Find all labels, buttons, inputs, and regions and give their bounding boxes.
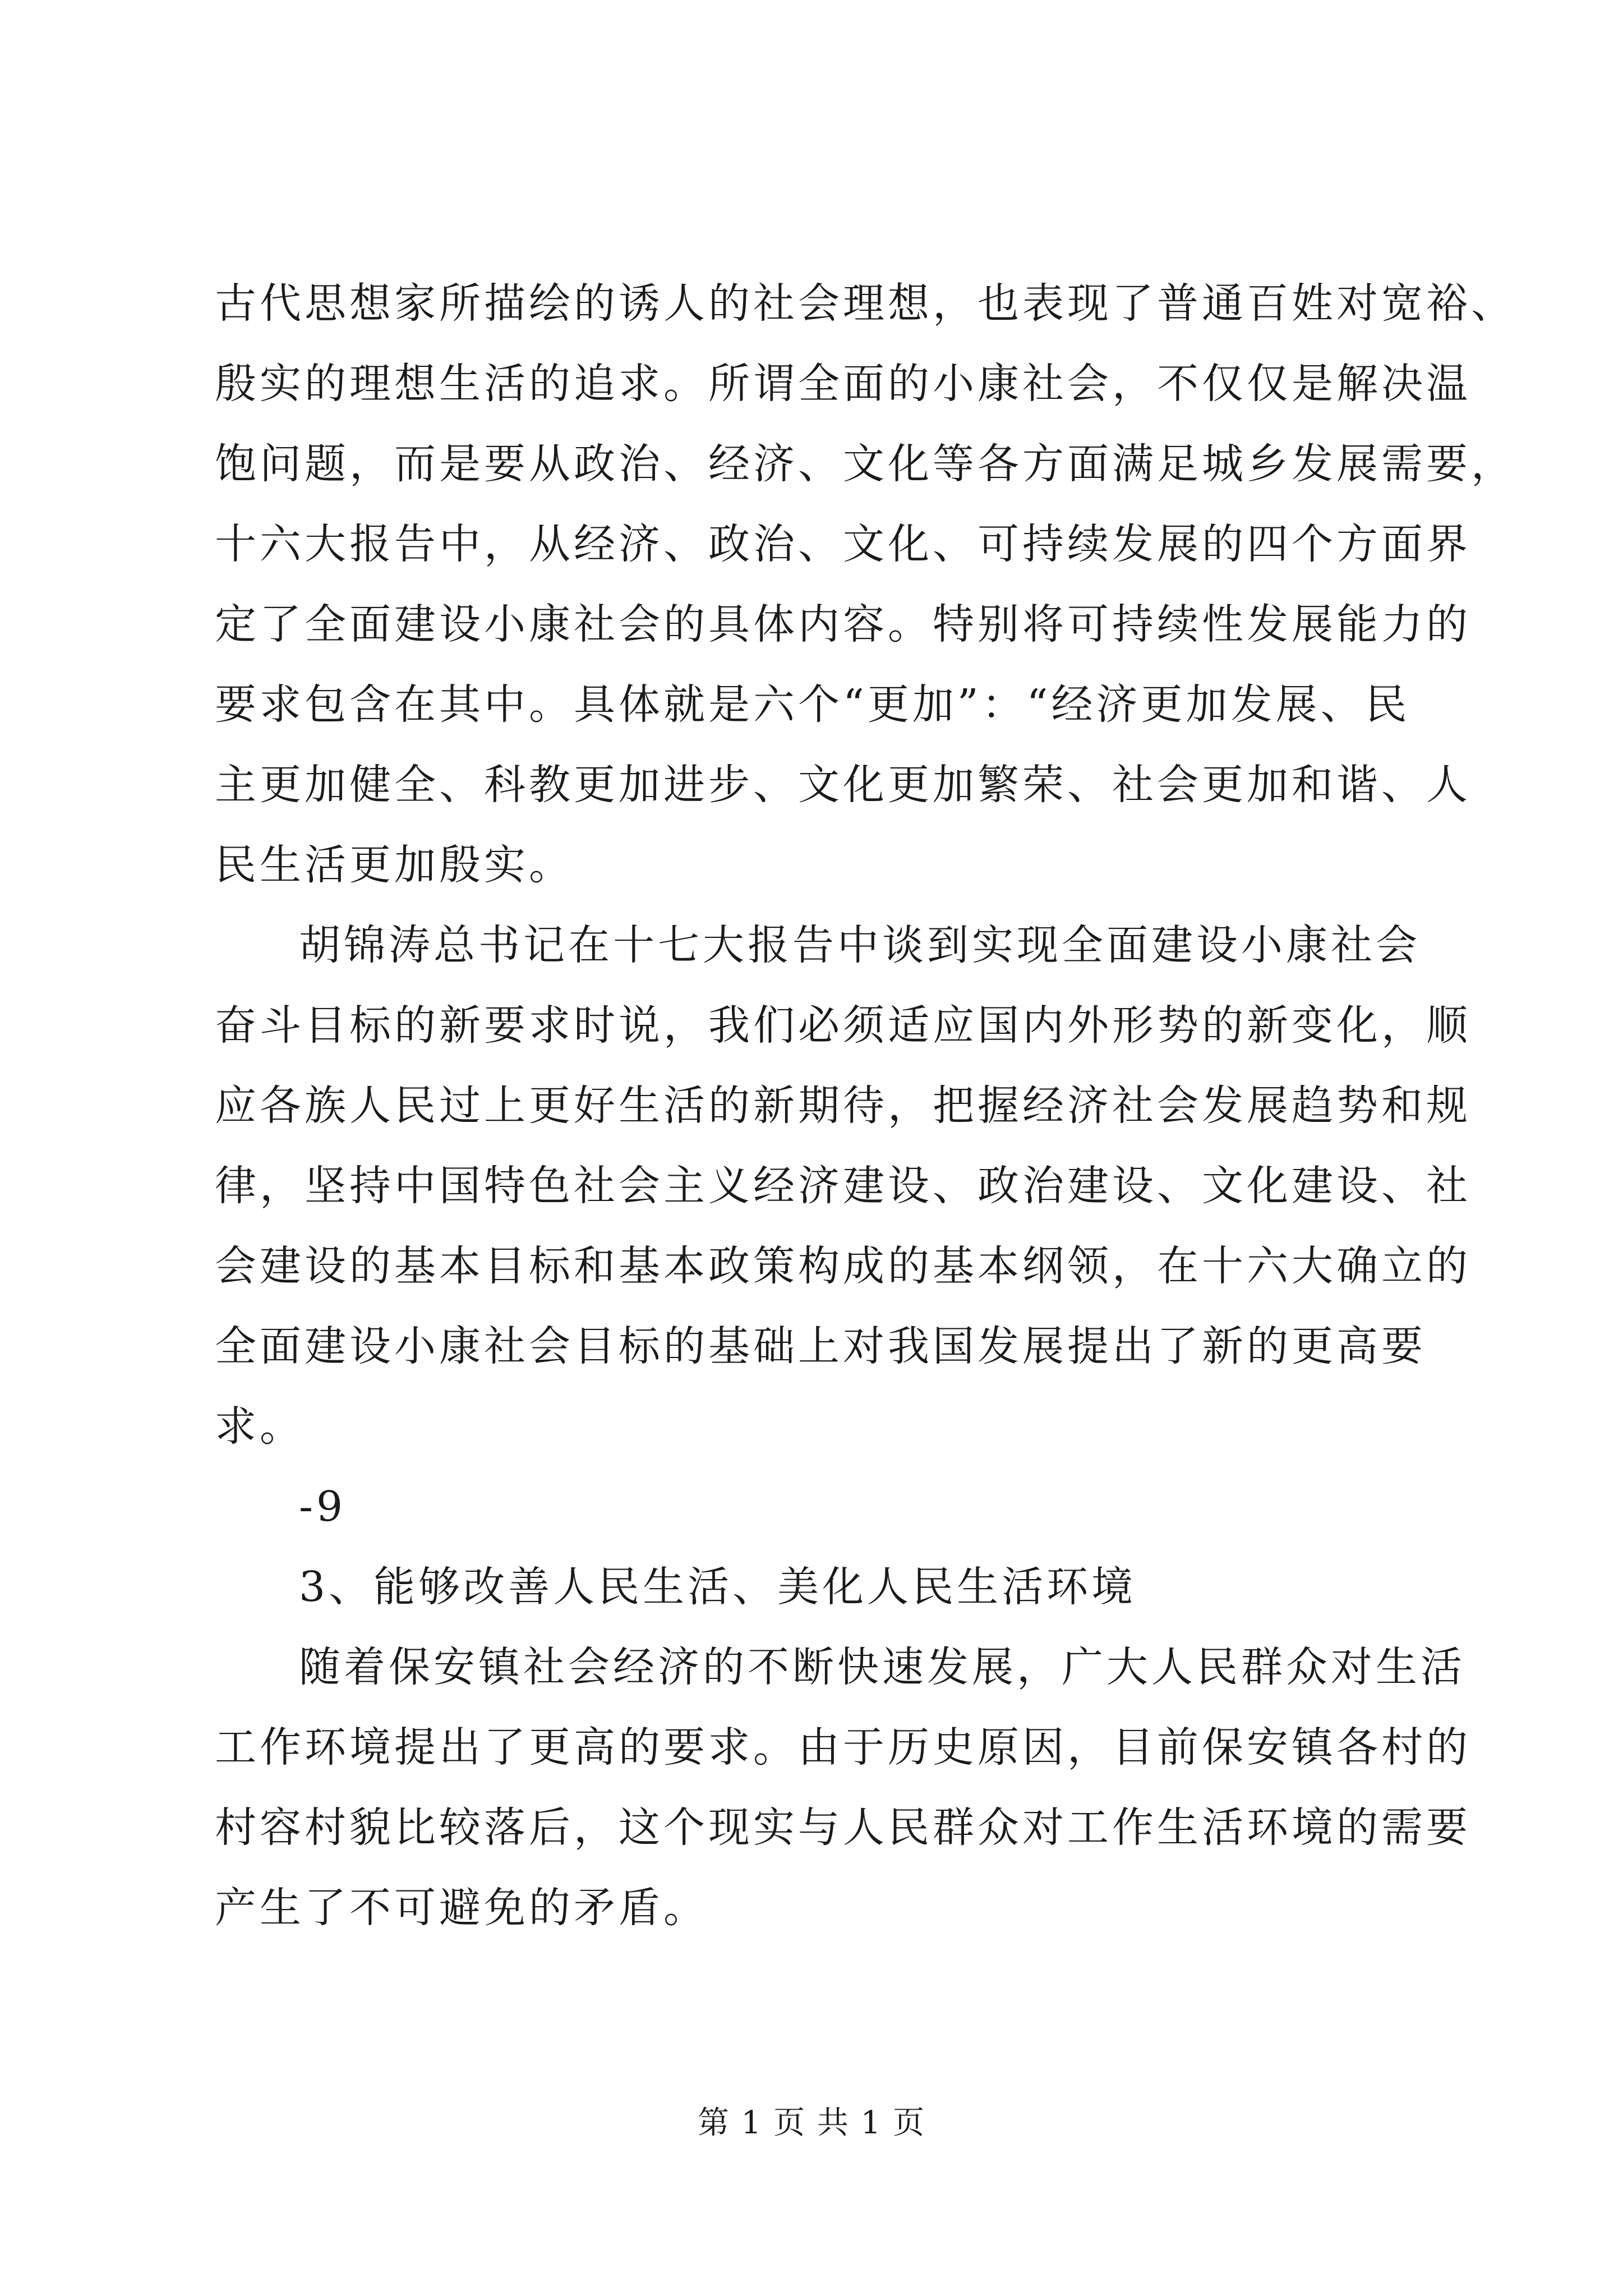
text-line: 定了全面建设小康社会的具体内容。特别将可持续性发展能力的 — [215, 600, 1471, 648]
text-line: 要求包含在其中。具体就是六个“更加”：“经济更加发展、民 — [215, 680, 1410, 729]
text-line: 民生活更加殷实。 — [215, 841, 574, 889]
page-footer: 第 1 页 共 1 页 — [697, 2105, 926, 2141]
text-line: 村容村貌比较落后，这个现实与人民群众对工作生活环境的需要 — [215, 1803, 1471, 1852]
text-line: 主更加健全、科教更加进步、文化更加繁荣、社会更加和谐、人 — [215, 761, 1471, 809]
paragraph-start-line: 随着保安镇社会经济的不断快速发展，广大人民群众对生活 — [299, 1643, 1465, 1691]
text-line: 应各族人民过上更好生活的新期待，把握经济社会发展趋势和规 — [215, 1082, 1471, 1130]
page-marker-text: -9 — [299, 1483, 347, 1531]
text-line: 会建设的基本目标和基本政策构成的基本纲领，在十六大确立的 — [215, 1242, 1471, 1290]
text-line: 求。 — [215, 1402, 305, 1451]
text-line: 工作环境提出了更高的要求。由于历史原因，目前保安镇各村的 — [215, 1723, 1471, 1772]
text-line: 全面建设小康社会目标的基础上对我国发展提出了新的更高要 — [215, 1322, 1426, 1370]
paragraph-start-line: 胡锦涛总书记在十七大报告中谈到实现全面建设小康社会 — [299, 921, 1421, 969]
text-line: 饱问题，而是要从政治、经济、文化等各方面满足城乡发展需要， — [215, 440, 1516, 488]
body-text — [215, 264, 1516, 1948]
section-heading: 3、能够改善人民生活、美化人民生活环境 — [299, 1563, 1137, 1611]
text-line: 古代思想家所描绘的诱人的社会理想，也表现了普通百姓对宽裕、 — [215, 279, 1516, 328]
text-line: 律，坚持中国特色社会主义经济建设、政治建设、文化建设、社 — [215, 1162, 1471, 1210]
text-line: 奋斗目标的新要求时说，我们必须适应国内外形势的新变化，顺 — [215, 1001, 1471, 1050]
text-line: 十六大报告中，从经济、政治、文化、可持续发展的四个方面界 — [215, 520, 1471, 568]
text-line: 产生了不可避免的矛盾。 — [215, 1884, 708, 1932]
text-line: 殷实的理想生活的追求。所谓全面的小康社会，不仅仅是解决温 — [215, 360, 1471, 408]
